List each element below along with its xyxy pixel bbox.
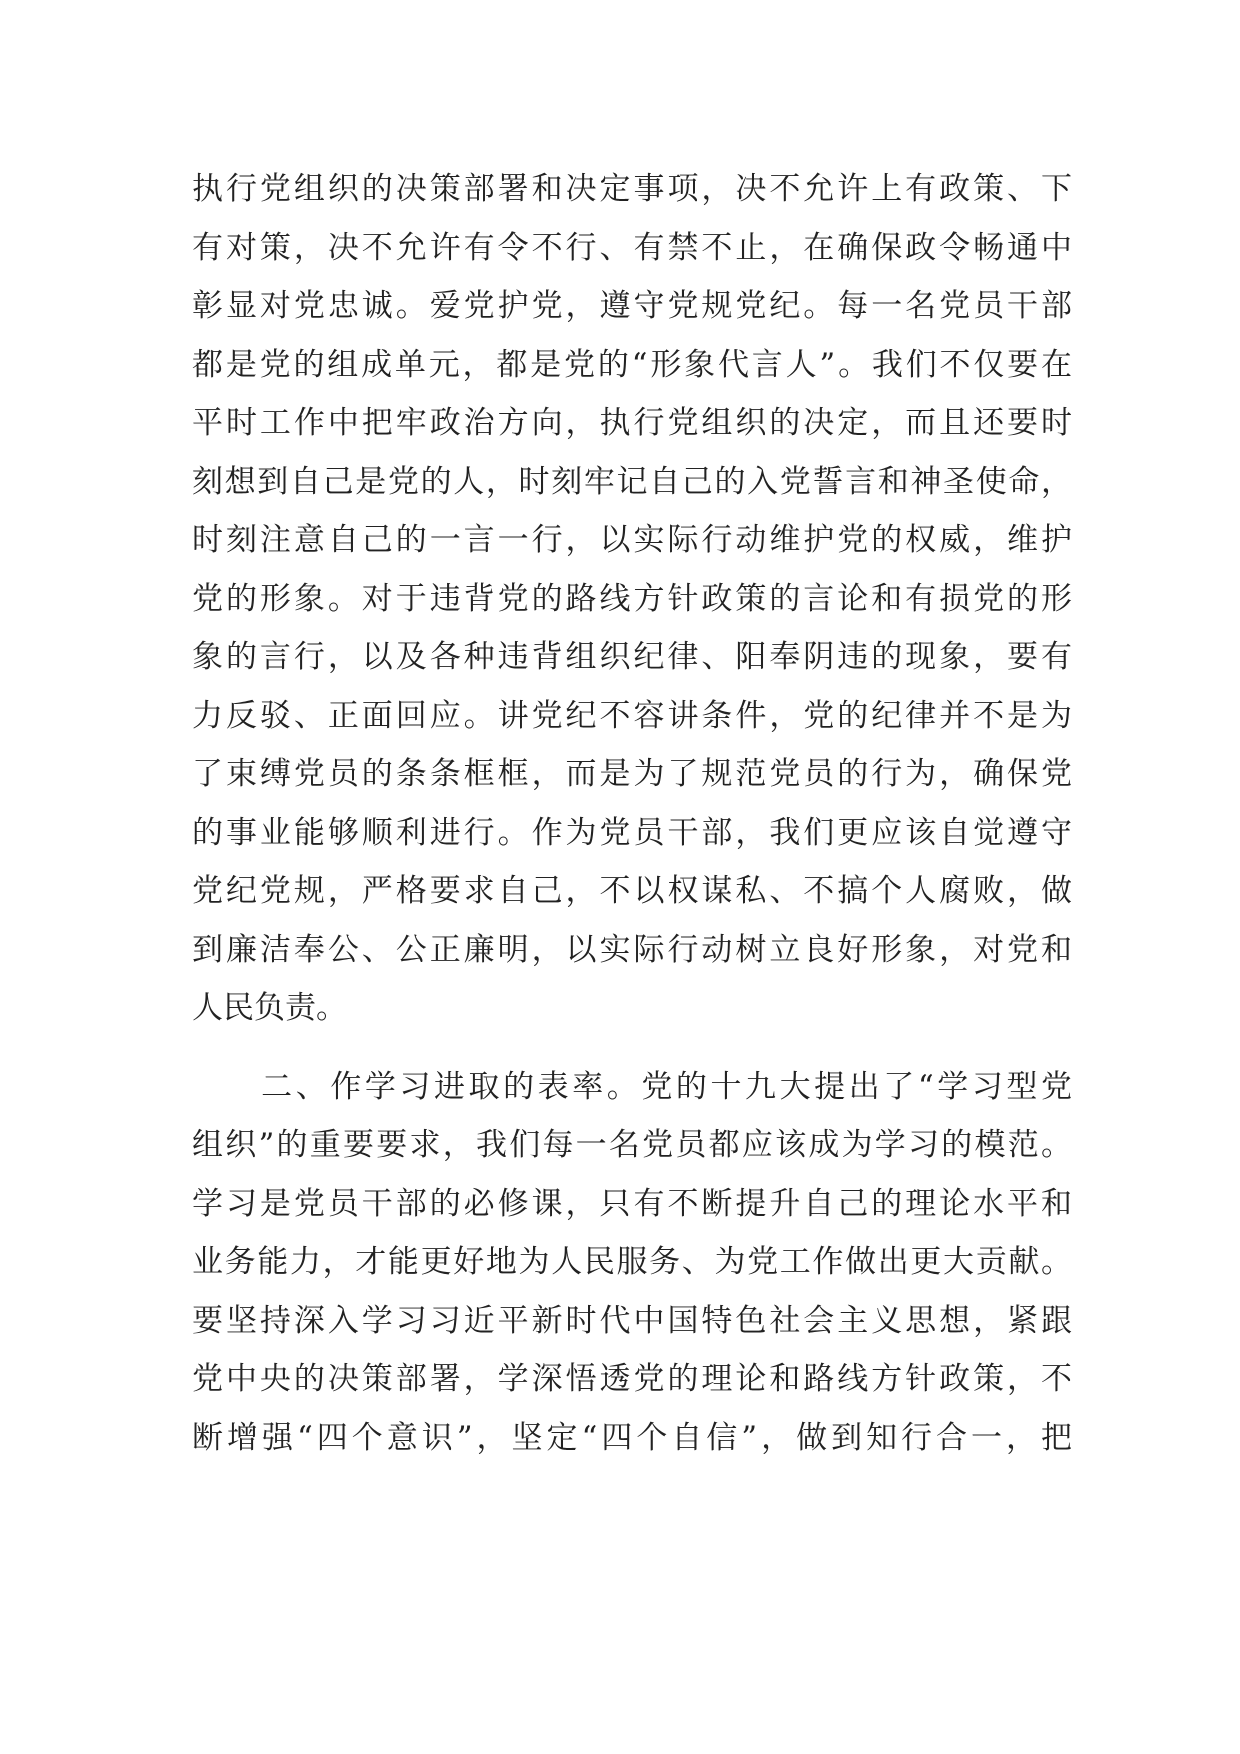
text-line: 彰显对党忠诚。爱党护党，遵守党规党纪。每一名党员干部 — [192, 288, 1072, 324]
text-line: 到廉洁奉公、公正廉明，以实际行动树立良好形象，对党和 — [192, 931, 1072, 968]
text-line: 刻想到自己是党的人，时刻牢记自己的入党誓言和神圣使命， — [192, 463, 1072, 500]
text-line: 断增强“四个意识”，坚定“四个自信”，做到知行合一，把 — [192, 1419, 1072, 1456]
text-line: 时刻注意自己的一言一行，以实际行动维护党的权威，维护 — [192, 522, 1072, 558]
text-line: 都是党的组成单元，都是党的“形象代言人”。我们不仅要在 — [192, 346, 1072, 383]
paragraph-1 — [192, 160, 1072, 1038]
text-line: 要坚持深入学习习近平新时代中国特色社会主义思想，紧跟 — [192, 1302, 1072, 1339]
text-line: 业务能力，才能更好地为人民服务、为党工作做出更大贡献。 — [192, 1244, 1072, 1280]
paragraph-gap — [192, 1038, 1072, 1058]
text-line: 力反驳、正面回应。讲党纪不容讲条件，党的纪律并不是为 — [192, 697, 1072, 734]
paragraph-2 — [192, 1058, 1072, 1468]
text-line: 有对策，决不允许有令不行、有禁不止，在确保政令畅通中 — [192, 229, 1072, 266]
text-line: 的事业能够顺利进行。作为党员干部，我们更应该自觉遵守 — [192, 814, 1072, 851]
text-line: 党中央的决策部署，学深悟透党的理论和路线方针政策，不 — [192, 1361, 1072, 1397]
text-line: 组织”的重要要求，我们每一名党员都应该成为学习的模范。 — [192, 1127, 1072, 1163]
text-line: 党纪党规，严格要求自己，不以权谋私、不搞个人腐败，做 — [192, 873, 1072, 909]
body-text — [192, 160, 1072, 1467]
text-line: 平时工作中把牢政治方向，执行党组织的决定，而且还要时 — [192, 405, 1072, 441]
text-line: 党的形象。对于违背党的路线方针政策的言论和有损党的形 — [192, 580, 1072, 617]
text-line: 学习是党员干部的必修课，只有不断提升自己的理论水平和 — [192, 1185, 1072, 1222]
text-line: 人民负责。 — [192, 990, 347, 1026]
text-line: 二、作学习进取的表率。党的十九大提出了“学习型党 — [192, 1068, 1072, 1105]
text-line: 了束缚党员的条条框框，而是为了规范党员的行为，确保党 — [192, 756, 1072, 792]
text-line: 执行党组织的决策部署和决定事项，决不允许上有政策、下 — [192, 171, 1072, 207]
text-line: 象的言行，以及各种违背组织纪律、阳奉阴违的现象，要有 — [192, 639, 1072, 675]
